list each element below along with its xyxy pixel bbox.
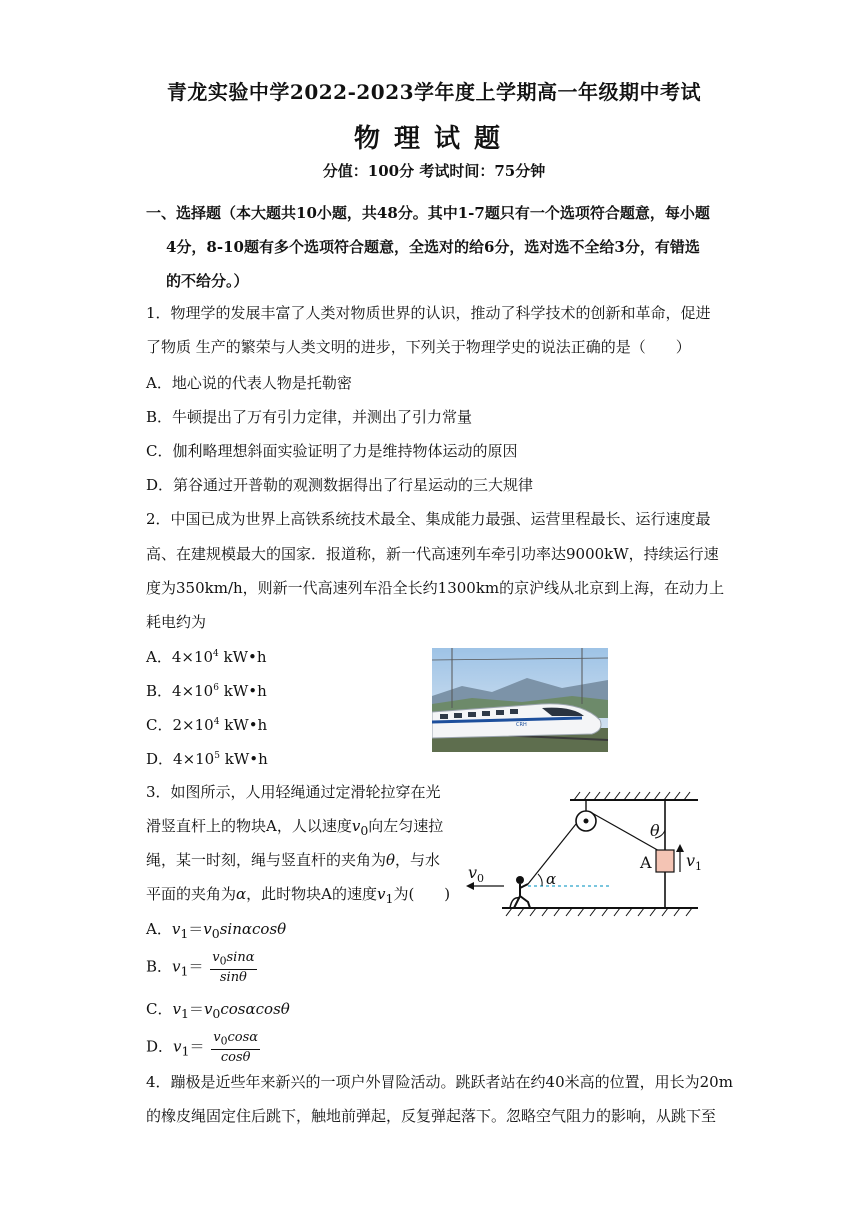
label-v1: $v_1$	[686, 851, 702, 873]
q3-option-a: A．$v_1=v_0\sin\alpha\cos\theta$	[146, 920, 287, 941]
q2-option-b: B．$4\times 10^6$ kW•h	[146, 682, 267, 700]
q2-line2: 高、在建规模最大的国家．报道称，新一代高速列车牵引功率达9000kW，持续运行速	[146, 545, 719, 563]
q3-option-b: B．$v_1=$ $\frac{v_0\sin\alpha}{\sin\theta}$	[146, 950, 255, 985]
q1-line2: 了物质 生产的繁荣与人类文明的进步，下列关于物理学史的说法正确的是（ ）	[146, 338, 691, 356]
q1-option-b: B．牛顿提出了万有引力定律，并测出了引力常量	[146, 408, 473, 426]
exam-title: 青龙实验中学2022-2023学年度上学期高一年级期中考试	[166, 80, 702, 104]
pulley-diagram	[462, 788, 702, 922]
q1-option-a: A．地心说的代表人物是托勒密	[146, 374, 352, 392]
subject-title: 物理试题	[353, 124, 514, 154]
q2-option-c: C．$2\times 10^4$ kW•h	[146, 716, 268, 734]
exam-meta: 分值：100分 考试时间：75分钟	[322, 162, 546, 180]
q3-option-c: C．$v_1=v_0\cos\alpha\cos\theta$	[146, 1000, 290, 1021]
q4-line1: 4．蹦极是近些年来新兴的一项户外冒险活动。跳跃者站在约40米高的位置，用长为20m	[146, 1073, 733, 1091]
label-A: A	[640, 853, 652, 872]
q3-option-d: D．$v_1=$ $\frac{v_0\cos\alpha}{\cos\theta}$	[146, 1030, 259, 1065]
section-heading-line1: 一、选择题（本大题共10小题，共48分。其中1-7题只有一个选项符合题意，每小题	[146, 204, 710, 222]
q3-line4: 平面的夹角为α，此时物块A的速度$v_1$为( )	[146, 885, 451, 906]
train-logo: CRH	[516, 722, 527, 728]
q2-line4: 耗电约为	[146, 613, 207, 631]
train-photo	[432, 648, 608, 752]
q2-option-a: A．$4\times 10^4$ kW•h	[146, 648, 267, 666]
q3-line1: 3．如图所示，人用轻绳通过定滑轮拉穿在光	[146, 783, 441, 801]
q2-line3: 度为350km/h，则新一代高速列车沿全长约1300km的京沪线从北京到上海，在动力上	[146, 579, 725, 597]
q1-option-d: D．第谷通过开普勒的观测数据得出了行星运动的三大规律	[146, 476, 534, 494]
label-v0: $v_0$	[468, 863, 485, 885]
q1-line1: 1．物理学的发展丰富了人类对物质世界的认识，推动了科学技术的创新和革命，促进	[146, 304, 711, 322]
label-alpha: α	[546, 870, 557, 888]
q2-line1: 2．中国已成为世界上高铁系统技术最全、集成能力最强、运营里程最长、运行速度最	[146, 510, 711, 528]
section-heading-line2: 4分，8-10题有多个选项符合题意，全选对的给6分，选对选不全给3分，有错选	[166, 238, 700, 256]
q3-line3: 绳，某一时刻，绳与竖直杆的夹角为θ，与水	[146, 851, 441, 869]
q2-option-d: D．$4\times 10^5$ kW•h	[146, 750, 268, 768]
label-theta: θ	[650, 821, 660, 840]
q1-option-c: C．伽利略理想斜面实验证明了力是维持物体运动的原因	[146, 442, 518, 460]
q3-line2: 滑竖直杆上的物块A，人以速度$v_0$向左匀速拉	[146, 817, 444, 838]
section-heading-line3: 的不给分。）	[166, 272, 249, 290]
q4-line2: 的橡皮绳固定住后跳下，触地前弹起，反复弹起落下。忽略空气阻力的影响，从跳下至	[146, 1107, 717, 1125]
